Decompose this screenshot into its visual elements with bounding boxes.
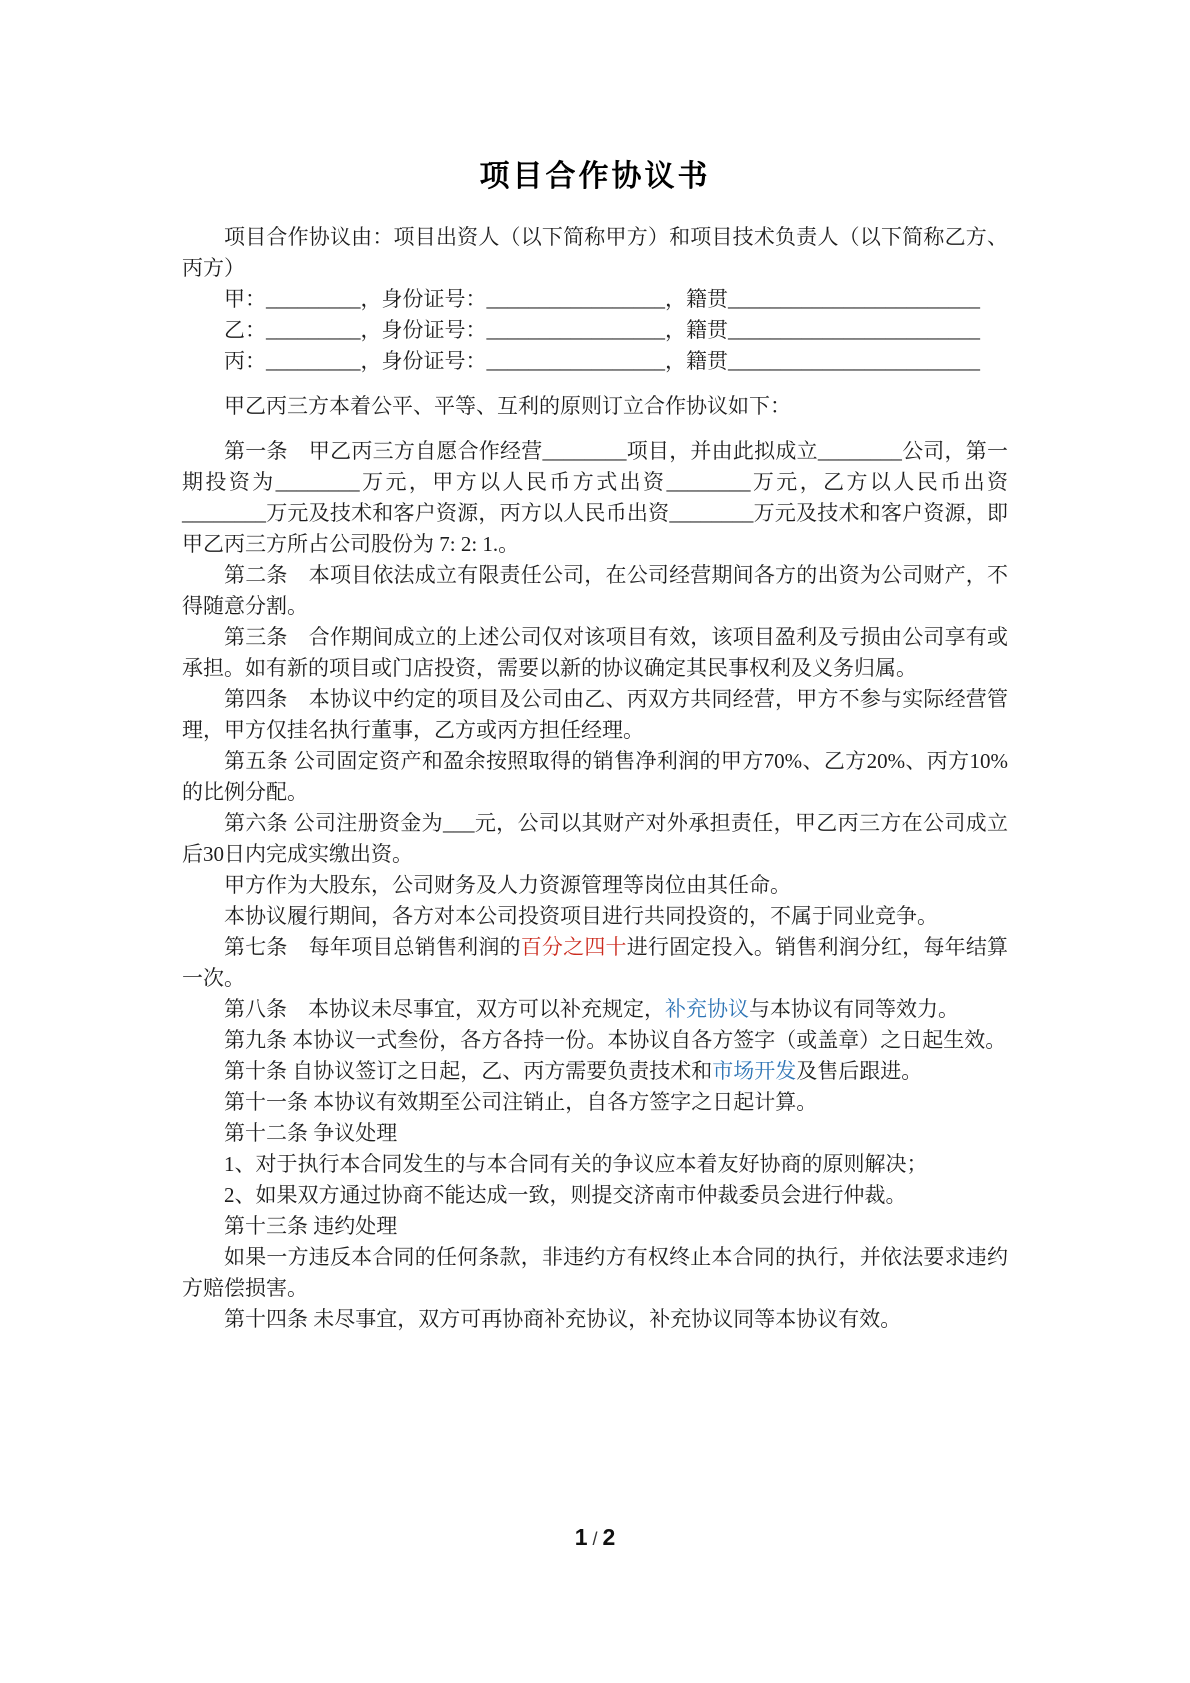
text-segment: 项目合作协议由：项目出资人（以下简称甲方）和项目技术负责人（以下简称乙方、丙方）: [182, 225, 1008, 280]
text-segment: 第十二条 争议处理: [224, 1121, 398, 1145]
text-segment: 第五条 公司固定资产和盈余按照取得的销售净利润的甲方70%、乙方20%、丙方10%的比例分配。: [182, 749, 1008, 804]
text-segment: 及售后跟进。: [796, 1059, 923, 1083]
clause-12-item-1: [182, 1149, 1008, 1180]
text-segment: 与本协议有同等效力。: [749, 997, 959, 1021]
clause-9: [182, 1025, 1008, 1056]
preamble: [182, 391, 1008, 422]
text-segment: 1、对于执行本合同发生的与本合同有关的争议应本着友好协商的原则解决；: [224, 1152, 928, 1176]
clause-6: [182, 808, 1008, 870]
party-b-line: [182, 315, 1008, 346]
text-segment: 第九条 本协议一式叁份，各方各持一份。本协议自各方签字（或盖章）之日起生效。: [224, 1028, 1007, 1052]
text-segment: 第四条 本协议中约定的项目及公司由乙、丙双方共同经营，甲方不参与实际经营管理，甲方仅挂名执行董事，乙方或丙方担任经理。: [182, 687, 1008, 742]
hyperlink-text[interactable]: 补充协议: [665, 997, 749, 1021]
text-segment: 第二条 本项目依法成立有限责任公司，在公司经营期间各方的出资为公司财产，不得随意分割。: [182, 563, 1008, 618]
text-segment: 第八条 本协议未尽事宜，双方可以补充规定，: [224, 997, 665, 1021]
document-body: [182, 222, 1008, 1335]
text-segment: 第一条 甲乙丙三方自愿合作经营________项目，并由此拟成立________公司，第一期投资为________万元，甲方以人民币方式出资________万元，乙方以人民币出资________万元及技术和客户资源，丙方以人民币出资________万元及技术和客户资源，即甲乙丙三方所占公司股份为 7: 2: 1.。: [182, 439, 1008, 556]
text-segment: 第三条 合作期间成立的上述公司仅对该项目有效，该项目盈利及亏损由公司享有或承担。如有新的项目或门店投资，需要以新的协议确定其民事权利及义务归属。: [182, 625, 1008, 680]
clause-4: [182, 684, 1008, 746]
clause-11: [182, 1087, 1008, 1118]
text-segment: 第十条 自协议签订之日起，乙、丙方需要负责技术和: [224, 1059, 713, 1083]
text-segment: 第七条 每年项目总销售利润的: [224, 935, 521, 959]
current-page-number: 1: [574, 1524, 588, 1550]
clause-1: [182, 436, 1008, 560]
document-title: 项目合作协议书: [479, 160, 711, 193]
clause-5: [182, 746, 1008, 808]
text-segment: 甲乙丙三方本着公平、平等、互利的原则订立合作协议如下：: [224, 394, 791, 418]
intro-paragraph: [182, 222, 1008, 284]
emphasized-red-text: 百分之四十: [520, 935, 627, 959]
clause-12-item-2: [182, 1180, 1008, 1211]
clause-12: [182, 1118, 1008, 1149]
clause-6-sub-2: [182, 901, 1008, 932]
clause-2: [182, 560, 1008, 622]
party-a-line: [182, 284, 1008, 315]
clause-13-body: [182, 1242, 1008, 1304]
page-number: [0, 1524, 1190, 1551]
clause-8: [182, 994, 1008, 1025]
clause-14: [182, 1304, 1008, 1335]
text-segment: 甲：_________，身份证号：_________________，籍贯________________________: [224, 287, 980, 311]
total-pages: 2: [602, 1524, 616, 1550]
clause-7: [182, 932, 1008, 994]
clause-10: [182, 1056, 1008, 1087]
text-segment: 如果一方违反本合同的任何条款，非违约方有权终止本合同的执行，并依法要求违约方赔偿损害。: [182, 1245, 1008, 1300]
text-segment: 丙：_________，身份证号：_________________，籍贯________________________: [224, 349, 980, 373]
clause-13: [182, 1211, 1008, 1242]
text-segment: 进行固定投入。销售利润分红，每年结算一次。: [182, 935, 1009, 990]
text-segment: 甲方作为大股东，公司财务及人力资源管理等岗位由其任命。: [224, 873, 791, 897]
text-segment: 第十一条 本协议有效期至公司注销止，自各方签字之日起计算。: [224, 1090, 818, 1114]
text-segment: 第十三条 违约处理: [224, 1214, 398, 1238]
text-segment: 第六条 公司注册资金为___元，公司以其财产对外承担责任，甲乙丙三方在公司成立后30日内完成实缴出资。: [182, 811, 1008, 866]
text-segment: 第十四条 未尽事宜，双方可再协商补充协议，补充协议同等本协议有效。: [224, 1307, 902, 1331]
clause-6-sub-1: [182, 870, 1008, 901]
clause-3: [182, 622, 1008, 684]
party-c-line: [182, 346, 1008, 377]
text-segment: 乙：_________，身份证号：_________________，籍贯________________________: [224, 318, 980, 342]
text-segment: 2、如果双方通过协商不能达成一致，则提交济南市仲裁委员会进行仲裁。: [224, 1183, 907, 1207]
text-segment: 本协议履行期间，各方对本公司投资项目进行共同投资的，不属于同业竞争。: [224, 904, 938, 928]
page-number-separator: /: [592, 1529, 598, 1549]
hyperlink-text[interactable]: 市场开发: [712, 1059, 797, 1083]
